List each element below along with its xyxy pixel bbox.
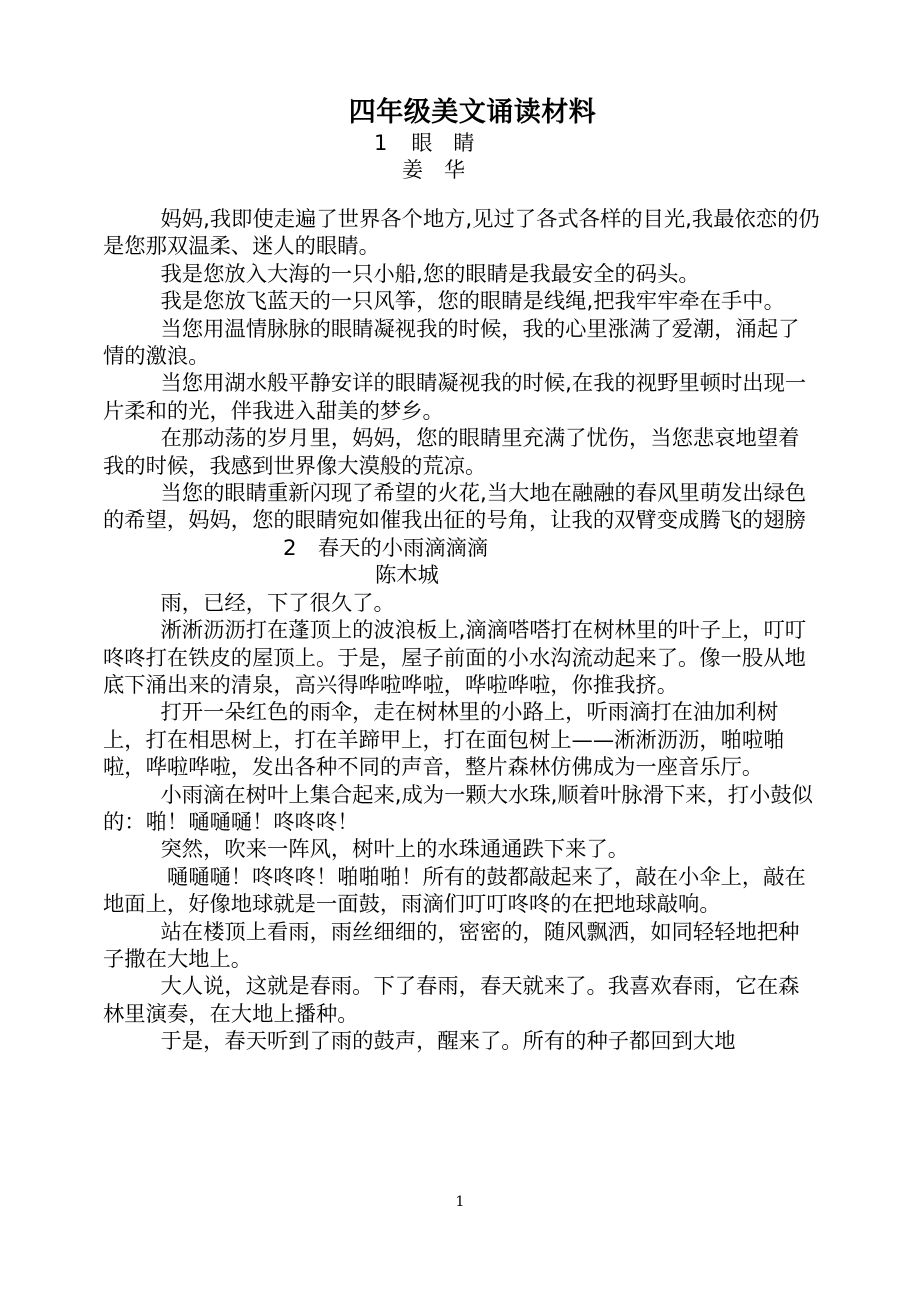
document-title: 四年级美文诵读材料 [348, 97, 597, 128]
paragraph: 在那动荡的岁月里，妈妈，您的眼睛里充满了忧伤，当您悲哀地望着我的时候，我感到世界像大漠般的荒凉。 [103, 426, 800, 479]
paragraph: 站在楼顶上看雨，雨丝细细的，密密的，随风飘洒，如同轻轻地把种子撒在大地上。 [103, 919, 800, 972]
section-1-title: 眼 睛 [411, 131, 475, 155]
section-1-number: 1 [374, 131, 388, 155]
paragraph: 妈妈,我即使走遍了世界各个地方,见过了各式各样的目光,我最依恋的仍是您那双温柔、迷人的眼睛。 [103, 207, 820, 260]
paragraph: 淅淅沥沥打在蓬顶上的波浪板上,滴滴嗒嗒打在树林里的叶子上，叮叮咚咚打在铁皮的屋顶上。于是，屋子前面的小水沟流动起来了。像一股从地底下涌出来的清泉，高兴得哗啦哗啦，哗啦哗啦，你推我挤。 [103, 618, 807, 698]
paragraph: 于是，春天听到了雨的鼓声，醒来了。所有的种子都回到大地 [160, 1029, 736, 1055]
paragraph: 大人说，这就是春雨。下了春雨，春天就来了。我喜欢春雨，它在森林里演奏，在大地上播种。 [103, 974, 800, 1027]
paragraph: 当您用湖水般平静安详的眼睛凝视我的时候,在我的视野里顿时出现一片柔和的光，伴我进入甜美的梦乡。 [103, 371, 807, 424]
paragraph: 雨，已经，下了很久了。 [160, 590, 395, 616]
page-number: 1 [455, 1194, 465, 1210]
section-2-heading: 2 春天的小雨滴滴滴 [283, 535, 489, 561]
section-1-heading [374, 130, 474, 156]
section-2-author: 陈木城 [375, 563, 439, 589]
paragraph: 当您的眼睛重新闪现了希望的火花,当大地在融融的春风里萌发出绿色的希望，妈妈，您的眼睛宛如催我出征的号角，让我的双臂变成腾飞的翅膀 [103, 481, 807, 534]
paragraph: 嗵嗵嗵！咚咚咚！啪啪啪！所有的鼓都敲起来了，敲在小伞上，敲在地面上，好像地球就是一面鼓，雨滴们叮叮咚咚的在把地球敲响。 [103, 864, 806, 918]
paragraph: 小雨滴在树叶上集合起来,成为一颗大水珠,顺着叶脉滑下来，打小鼓似的：啪！嗵嗵嗵！咚咚咚！ [103, 782, 813, 835]
paragraph: 我是您放入大海的一只小船,您的眼睛是我最安全的码头。 [160, 261, 700, 287]
paragraph: 当您用温情脉脉的眼睛凝视我的时候，我的心里涨满了爱潮，涌起了情的激浪。 [103, 316, 800, 370]
paragraph: 我是您放飞蓝天的一只风筝，您的眼睛是线绳,把我牢牢牵在手中。 [160, 289, 785, 315]
document-body [103, 206, 820, 1056]
paragraph: 突然，吹来一阵风，树叶上的水珠通通跌下来了。 [160, 837, 630, 863]
section-1-author: 姜 华 [402, 158, 465, 182]
paragraph: 打开一朵红色的雨伞，走在树林里的小路上，听雨滴打在油加利树上，打在相思树上，打在羊蹄甲上，打在面包树上——淅淅沥沥，啪啦啪啦，哗啦哗啦，发出各种不同的声音，整片森林仿佛成为一座音乐厅。 [103, 700, 785, 781]
